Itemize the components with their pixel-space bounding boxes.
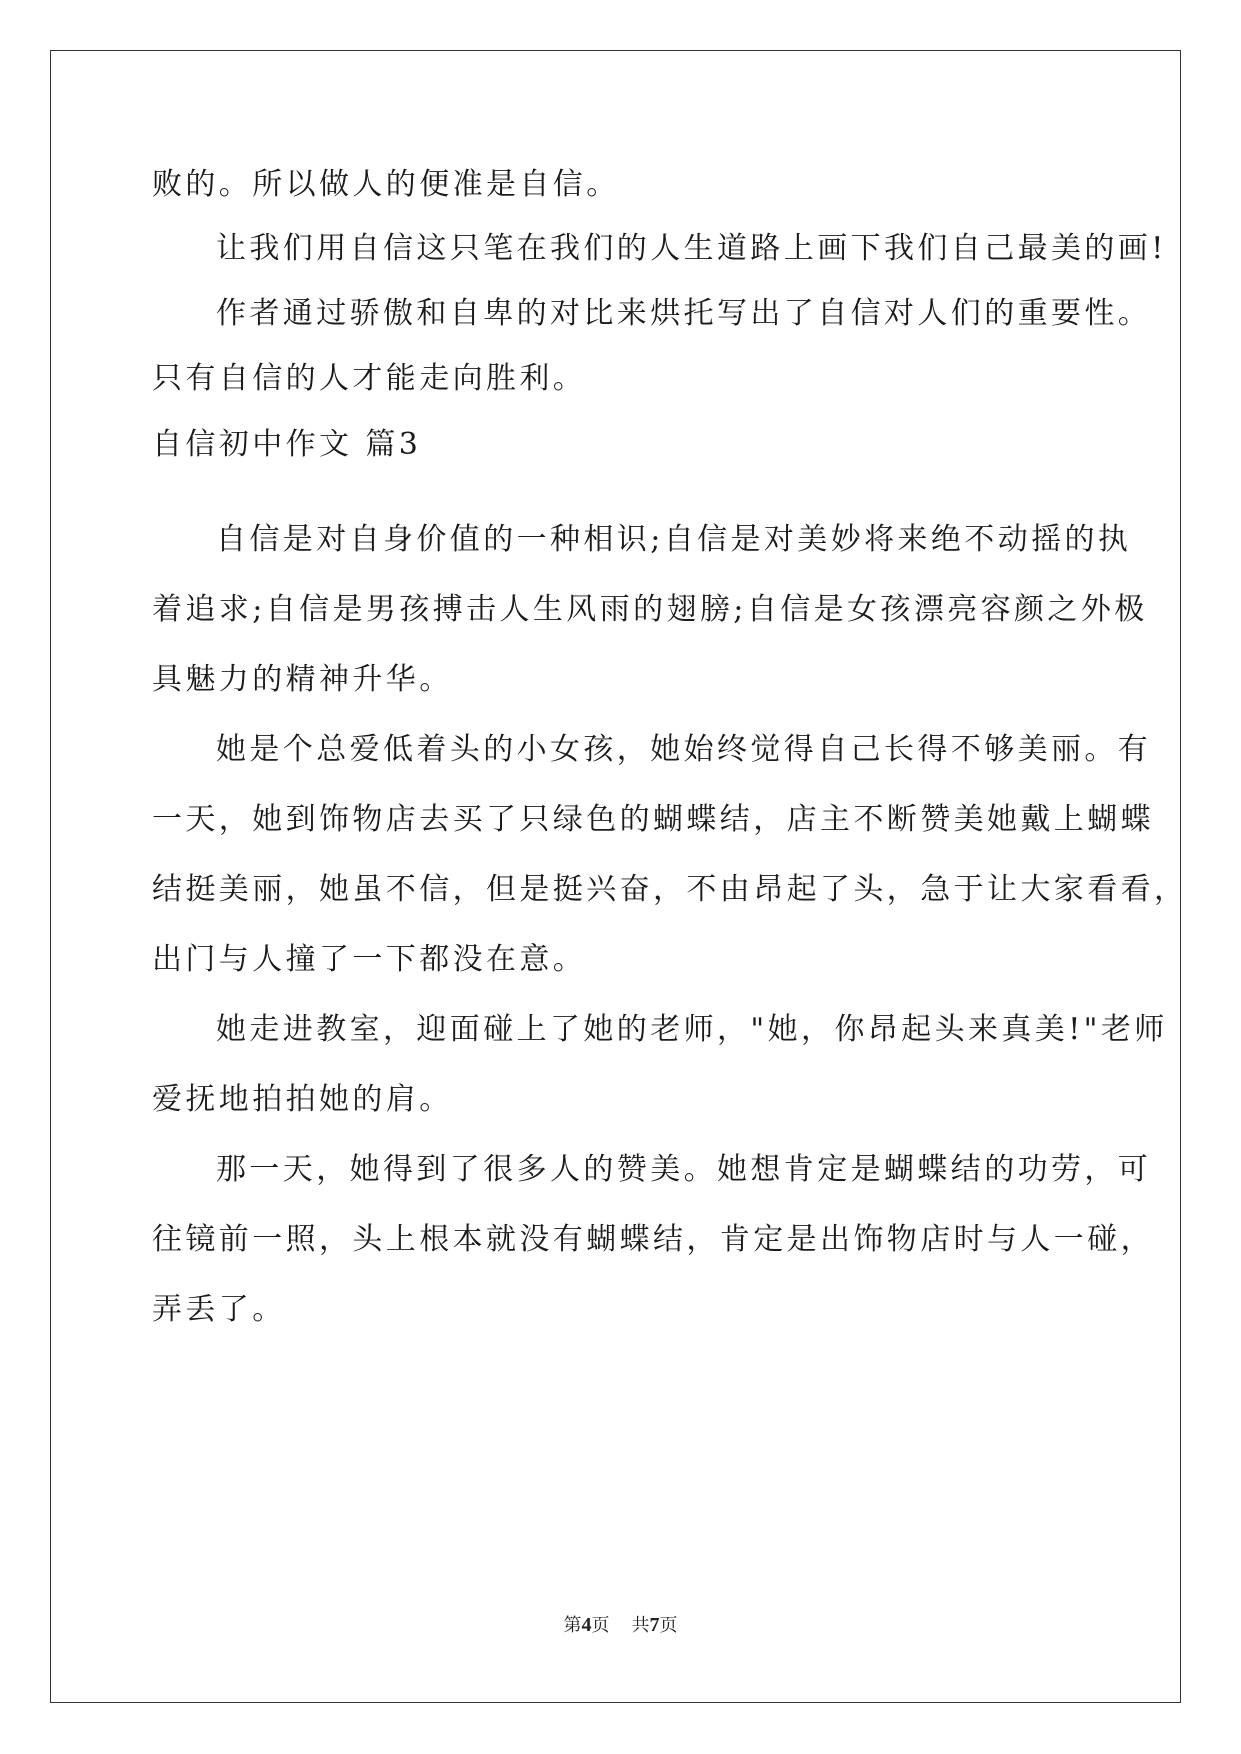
text-line: 具魅力的精神升华。 — [152, 662, 453, 697]
paragraph-line: 作者通过骄傲和自卑的对比来烘托写出了自信对人们的重要性。 — [216, 296, 1152, 331]
text-line: 往镜前一照，头上根本就没有蝴蝶结，肯定是出饰物店时与人一碰， — [152, 1222, 1154, 1257]
current-page-number: 4 — [581, 1614, 592, 1636]
text-line: 只有自信的人才能走向胜利。 — [152, 361, 587, 396]
paragraph-line: 自信是对自身价值的一种相识;自信是对美妙将来绝不动摇的执 — [216, 522, 1132, 557]
paragraph-line: 那一天，她得到了很多人的赞美。她想肯定是蝴蝶结的功劳，可 — [216, 1152, 1152, 1187]
total-suffix: 页 — [659, 1615, 678, 1636]
total-prefix: 共 — [631, 1615, 650, 1636]
text-line: 爱抚地拍拍她的肩。 — [152, 1082, 453, 1117]
page-suffix: 页 — [591, 1615, 610, 1636]
text-line: 一天，她到饰物店去买了只绿色的蝴蝶结，店主不断赞美她戴上蝴蝶 — [152, 802, 1154, 837]
total-page-count: 7 — [649, 1614, 660, 1636]
text-line: 弄丢了。 — [152, 1292, 286, 1327]
paragraph-line: 她走进教室，迎面碰上了她的老师，"她，你昂起头来真美!"老师 — [216, 1012, 1168, 1047]
text-line: 出门与人撞了一下都没在意。 — [152, 942, 587, 977]
section-heading: 自信初中作文 篇3 — [152, 427, 422, 462]
page-footer — [0, 1613, 1241, 1638]
text-line: 结挺美丽，她虽不信，但是挺兴奋，不由昂起了头，急于让大家看看， — [152, 872, 1188, 907]
paragraph-line: 让我们用自信这只笔在我们的人生道路上画下我们自己最美的画! — [216, 231, 1167, 266]
text-line: 败的。所以做人的便准是自信。 — [152, 167, 620, 202]
paragraph-line: 她是个总爱低着头的小女孩，她始终觉得自己长得不够美丽。有 — [216, 732, 1152, 767]
text-line: 着追求;自信是男孩搏击人生风雨的翅膀;自信是女孩漂亮容颜之外极 — [152, 592, 1148, 627]
page-prefix: 第 — [563, 1615, 582, 1636]
